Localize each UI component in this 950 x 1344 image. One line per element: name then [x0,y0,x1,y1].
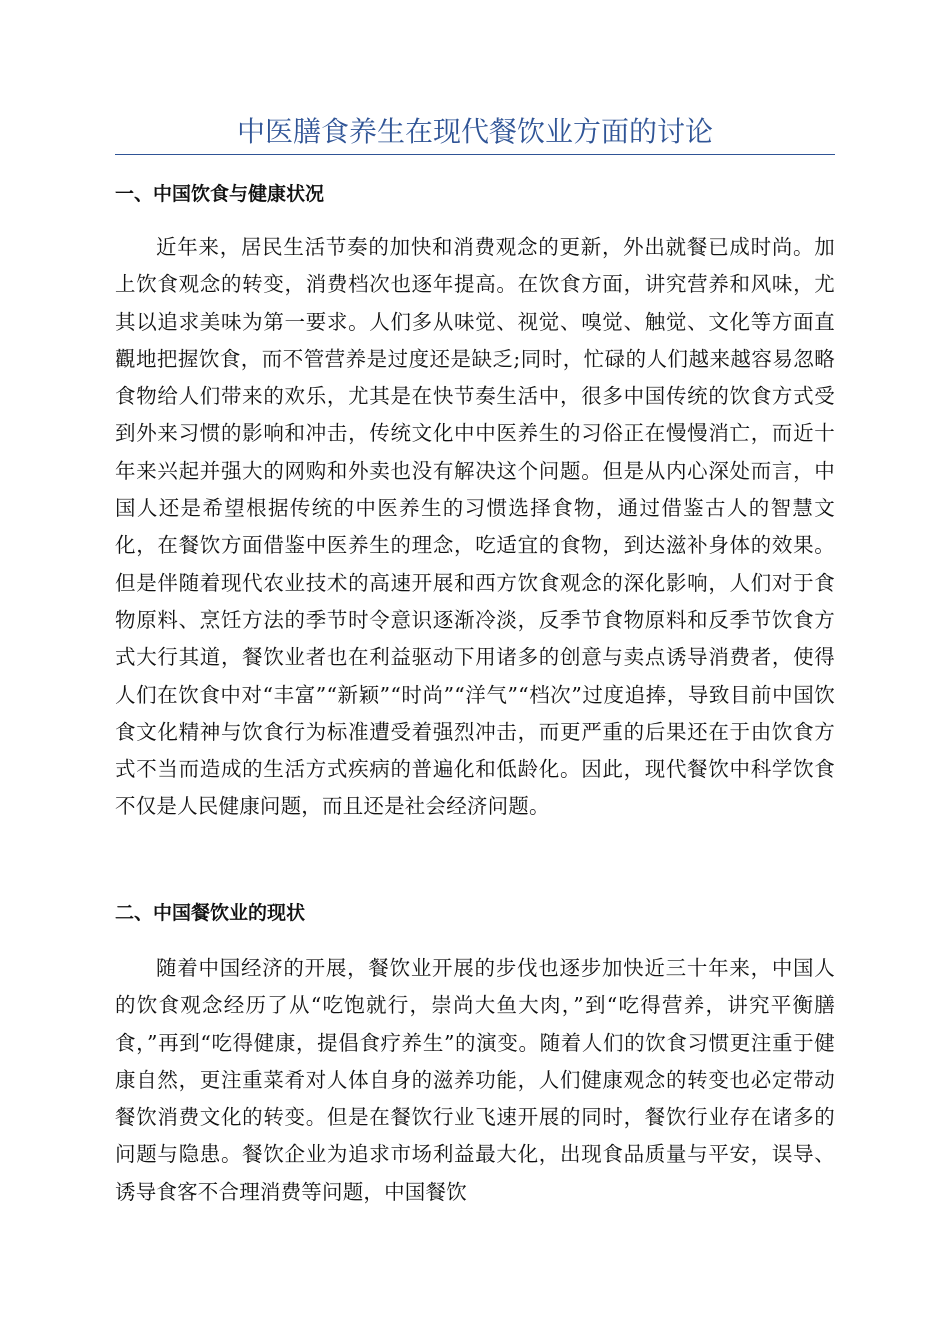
title-underline [115,154,835,155]
section-heading-1: 一、中国饮食与健康状况 [115,183,325,205]
section-paragraph-1: 近年来，居民生活节奏的加快和消费观念的更新，外出就餐已成时尚。加上饮食观念的转变，消费档次也逐年提高。在饮食方面，讲究营养和风味，尤其以追求美味为第一要求。人们多从味觉、视觉、嗅觉、触觉、文化等方面直觀地把握饮食，而不管营养是过度还是缺乏;同时，忙碌的人们越来越容易忽略食物给人们带来的欢乐，尤其是在快节奏生活中，很多中国传统的饮食方式受到外来习惯的影响和冲击，传统文化中中医养生的习俗正在慢慢消亡，而近十年来兴起并强大的网购和外卖也没有解决这个问题。但是从内心深处而言，中国人还是希望根据传统的中医养生的习惯选择食物，通过借鉴古人的智慧文化，在餐饮方面借鉴中医养生的理念，吃适宜的食物，到达滋补身体的效果。但是伴随着现代农业技术的高速开展和西方饮食观念的深化影响，人们对于食物原料、烹饪方法的季节时令意识逐渐冷淡，反季节食物原料和反季节饮食方式大行其道，餐饮业者也在利益驱动下用诸多的创意与卖点诱导消费者，使得人们在饮食中对“丰富”“新颖”“时尚”“洋气”“档次”过度追捧，导致目前中国饮食文化精神与饮食行为标准遭受着强烈冲击，而更严重的后果还在于由饮食方式不当而造成的生活方式疾病的普遍化和低龄化。因此，现代餐饮中科学饮食不仅是人民健康问题，而且还是社会经济问题。 [115,235,835,819]
page-title: 中医膳食养生在现代餐饮业方面的讨论 [236,115,713,148]
section-paragraph-2: 随着中国经济的开展，餐饮业开展的步伐也逐步加快近三十年来，中国人的饮食观念经历了从“吃饱就行，崇尚大鱼大肉，”到“吃得营养，讲究平衡膳食，”再到“吃得健康，提倡食疗养生”的演变。随着人们的饮食习惯更注重于健康自然，更注重菜肴对人体自身的滋养功能，人们健康观念的转变也必定带动餐饮消费文化的转变。但是在餐饮行业飞速开展的同时，餐饮行业存在诸多的问题与隐患。餐饮企业为追求市场利益最大化，出现食品质量与平安，误导、诱导食客不合理消费等问题，中国餐饮 [115,956,835,1204]
section-heading-2: 二、中国餐饮业的现状 [115,902,306,924]
